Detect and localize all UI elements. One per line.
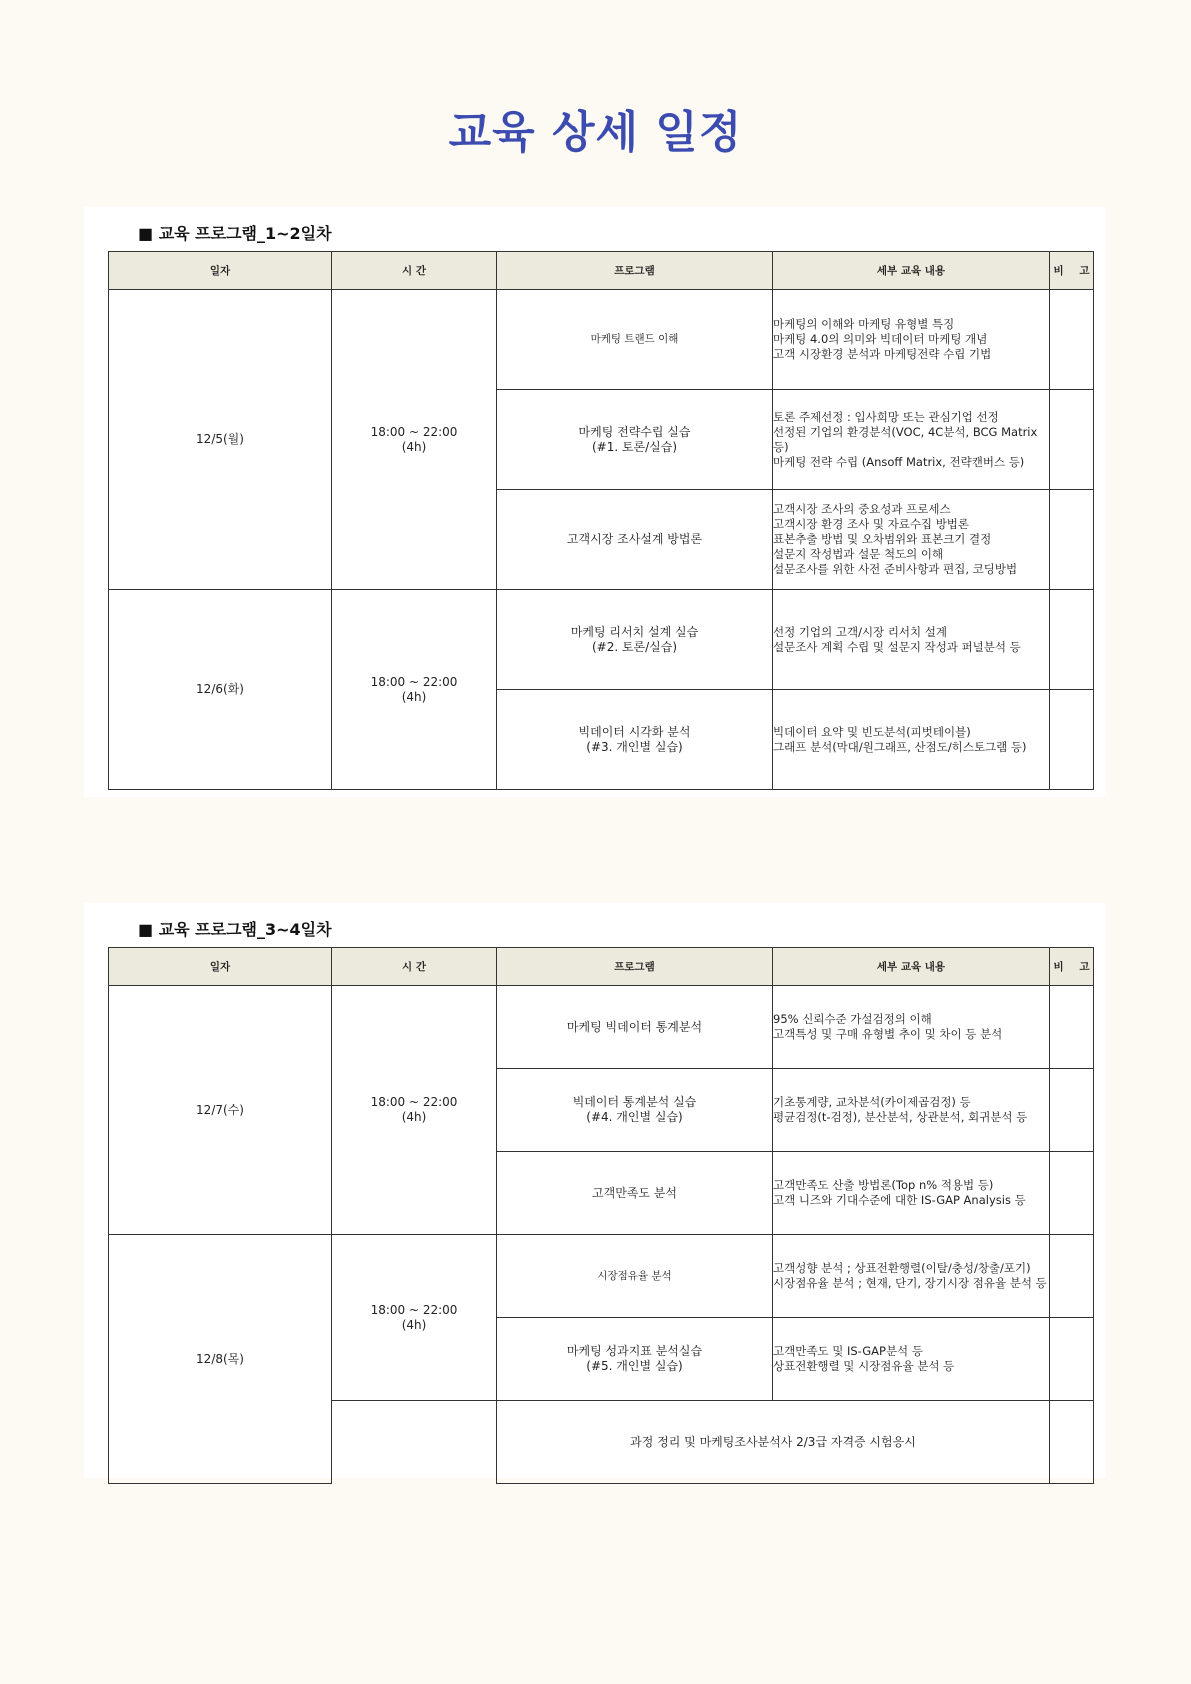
- remark-cell: [1050, 1152, 1094, 1235]
- header-date: 일자: [109, 252, 332, 290]
- header-date: 일자: [109, 948, 332, 986]
- program-cell: 마케팅 전략수립 실습 (#1. 토론/실습): [497, 390, 773, 490]
- schedule-table: [108, 947, 1094, 1484]
- time-cell: 18:00 ~ 22:00 (4h): [332, 290, 497, 590]
- table-row: [109, 290, 1094, 390]
- detail-cell: 선정 기업의 고객/시장 리서치 설계 설문조사 계획 수립 및 설문지 작성과 퍼널분석 등: [773, 590, 1050, 690]
- program-cell: 마케팅 리서치 설계 실습 (#2. 토론/실습): [497, 590, 773, 690]
- program-cell: 마케팅 성과지표 분석실습 (#5. 개인별 실습): [497, 1318, 773, 1401]
- time-cell: 18:00 ~ 22:00 (4h): [332, 986, 497, 1235]
- program-cell: 고객시장 조사설계 방법론: [497, 490, 773, 590]
- header-program: 프로그램: [497, 252, 773, 290]
- closing-cell: 과정 정리 및 마케팅조사분석사 2/3급 자격증 시험응시: [497, 1401, 1050, 1484]
- detail-cell: 마케팅의 이해와 마케팅 유형별 특징 마케팅 4.0의 의미와 빅데이터 마케팅 개념 고객 시장환경 분석과 마케팅전략 수립 기법: [773, 290, 1050, 390]
- section-heading: ■ 교육 프로그램_3~4일차: [138, 920, 332, 939]
- table-header-row: [109, 252, 1094, 290]
- time-cell: 18:00 ~ 22:00 (4h): [332, 590, 497, 790]
- table-row: [109, 590, 1094, 690]
- date-cell: 12/5(월): [109, 290, 332, 590]
- detail-cell: 고객시장 조사의 중요성과 프로세스 고객시장 환경 조사 및 자료수집 방법론 표본추출 방법 및 오차범위와 표본크기 결정 설문지 작성법과 설문 척도의 이해 설문조사를 위한 사전 준비사항과 편집, 코딩방법: [773, 490, 1050, 590]
- header-detail: 세부 교육 내용: [773, 948, 1050, 986]
- detail-cell: 고객만족도 산출 방법론(Top n% 적용법 등) 고객 니즈와 기대수준에 대한 IS-GAP Analysis 등: [773, 1152, 1050, 1235]
- detail-cell: 기초통계량, 교차분석(카이제곱검정) 등 평균검정(t-검정), 분산분석, 상관분석, 회귀분석 등: [773, 1069, 1050, 1152]
- table-header-row: [109, 948, 1094, 986]
- remark-cell: [1050, 290, 1094, 390]
- program-cell: 마케팅 트랜드 이해: [497, 290, 773, 390]
- header-remark: 비 고: [1050, 252, 1094, 290]
- program-cell: 고객만족도 분석: [497, 1152, 773, 1235]
- page-title: 교육 상세 일정: [448, 107, 743, 158]
- table-row: [109, 1235, 1094, 1318]
- date-cell: 12/6(화): [109, 590, 332, 790]
- header-detail: 세부 교육 내용: [773, 252, 1050, 290]
- remark-cell: [1050, 390, 1094, 490]
- detail-cell: 빅데이터 요약 및 빈도분석(피벗테이블) 그래프 분석(막대/원그래프, 산점도/히스토그램 등): [773, 690, 1050, 790]
- detail-cell: 95% 신뢰수준 가설검정의 이해 고객특성 및 구매 유형별 추이 및 차이 등 분석: [773, 986, 1050, 1069]
- date-cell: 12/8(목): [109, 1235, 332, 1484]
- remark-cell: [1050, 490, 1094, 590]
- program-cell: 빅데이터 통계분석 실습 (#4. 개인별 실습): [497, 1069, 773, 1152]
- program-cell: 빅데이터 시각화 분석 (#3. 개인별 실습): [497, 690, 773, 790]
- time-cell-empty: [332, 1401, 497, 1484]
- header-time: 시 간: [332, 252, 497, 290]
- remark-cell: [1050, 1318, 1094, 1401]
- table-row: [109, 986, 1094, 1069]
- header-program: 프로그램: [497, 948, 773, 986]
- remark-cell: [1050, 1401, 1094, 1484]
- remark-cell: [1050, 690, 1094, 790]
- remark-cell: [1050, 1069, 1094, 1152]
- detail-cell: 고객성향 분석 ; 상표전환행렬(이탈/충성/창출/포기) 시장점유율 분석 ; 현재, 단기, 장기시장 점유율 분석 등: [773, 1235, 1050, 1318]
- header-time: 시 간: [332, 948, 497, 986]
- schedule-panel-day1-2: [84, 207, 1106, 797]
- date-cell: 12/7(수): [109, 986, 332, 1235]
- remark-cell: [1050, 986, 1094, 1069]
- time-cell: 18:00 ~ 22:00 (4h): [332, 1235, 497, 1401]
- header-remark: 비 고: [1050, 948, 1094, 986]
- schedule-panel-day3-4: [84, 903, 1106, 1478]
- remark-cell: [1050, 1235, 1094, 1318]
- detail-cell: 토론 주제선정 : 입사희망 또는 관심기업 선정 선정된 기업의 환경분석(VOC, 4C분석, BCG Matrix 등) 마케팅 전략 수립 (Ansoff Matrix, 전략캔버스 등): [773, 390, 1050, 490]
- remark-cell: [1050, 590, 1094, 690]
- detail-cell: 고객만족도 및 IS-GAP분석 등 상표전환행렬 및 시장점유율 분석 등: [773, 1318, 1050, 1401]
- program-cell: 시장점유율 분석: [497, 1235, 773, 1318]
- program-cell: 마케팅 빅데이터 통계분석: [497, 986, 773, 1069]
- section-heading: ■ 교육 프로그램_1~2일차: [138, 224, 332, 243]
- schedule-table: [108, 251, 1094, 790]
